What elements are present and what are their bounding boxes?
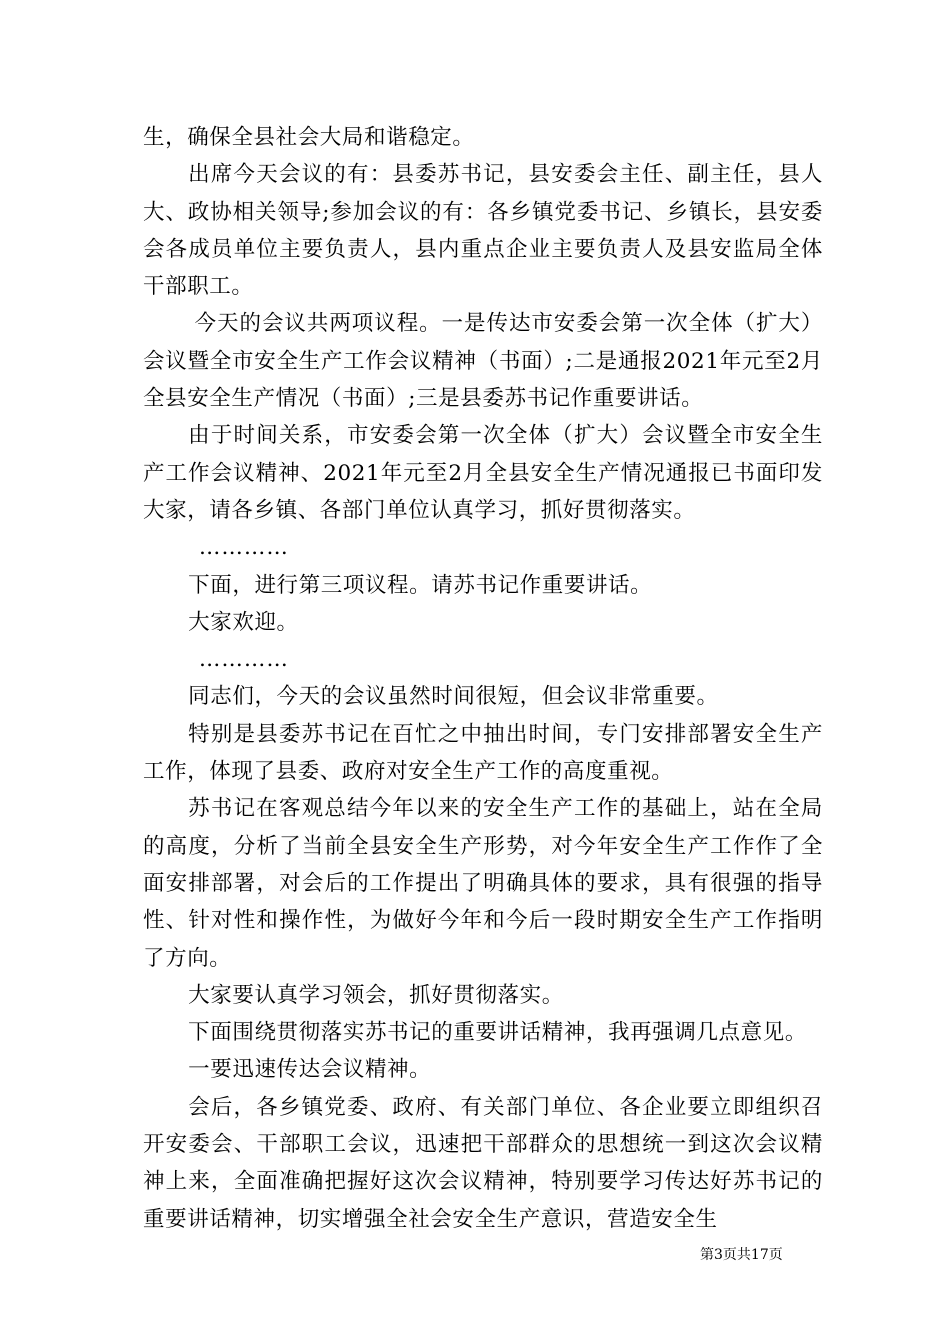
paragraph: 下面，进行第三项议程。请苏书记作重要讲话。 [188,572,653,598]
paragraph: 同志们，今天的会议虽然时间很短，但会议非常重要。 [188,684,719,710]
ellipsis-line: ………… [198,647,289,673]
paragraph: 下面围绕贯彻落实苏书记的重要讲话精神，我再强调几点意见。 [188,1020,807,1046]
paragraph: 生，确保全县社会大局和谐稳定。 [143,125,475,150]
paragraph: 由于时间关系，市安委会第一次全体（扩大）会议暨全市安全生产工作会议精神、2021年元至2月全县安全生产情况通报已书面印发大家，请各乡镇、各部门单位认真学习，抓好贯彻落实。 [143,423,823,523]
paragraph: 会后，各乡镇党委、政府、有关部门单位、各企业要立即组织召开安委会、干部职工会议，迅速把干部群众的思想统一到这次会议精神上来，全面准确把握好这次会议精神，特别要学习传达好苏书记的重要讲话精神，切实增强全社会安全生产意识，营造安全生 [143,1094,823,1232]
paragraph: 苏书记在客观总结今年以来的安全生产工作的基础上，站在全局的高度，分析了当前全县安全生产形势，对今年安全生产工作作了全面安排部署，对会后的工作提出了明确具体的要求，具有很强的指导性、针对性和操作性，为做好今年和今后一段时期安全生产工作指明了方向。 [143,796,823,971]
document-body [143,119,823,1238]
paragraph: 大家欢迎。 [188,609,299,635]
paragraph: 大家要认真学习领会，抓好贯彻落实。 [188,982,564,1008]
paragraph: 特别是县委苏书记在百忙之中抽出时间，专门安排部署安全生产工作，体现了县委、政府对安全生产工作的高度重视。 [143,721,823,785]
paragraph: 出席今天会议的有：县委苏书记，县安委会主任、副主任，县人大、政协相关领导;参加会议的有：各乡镇党委书记、乡镇长，县安委会各成员单位主要负责人，县内重点企业主要负责人及县安监局全体干部职工。 [143,162,823,300]
ellipsis-line: ………… [198,535,289,561]
paragraph: 一要迅速传达会议精神。 [188,1057,432,1083]
paragraph: 今天的会议共两项议程。一是传达市安委会第一次全体（扩大）会议暨全市安全生产工作会议精神（书面）;二是通报2021年元至2月全县安全生产情况（书面）;三是县委苏书记作重要讲话。 [143,311,823,412]
page-number: 第3页共17页 [700,1247,783,1263]
